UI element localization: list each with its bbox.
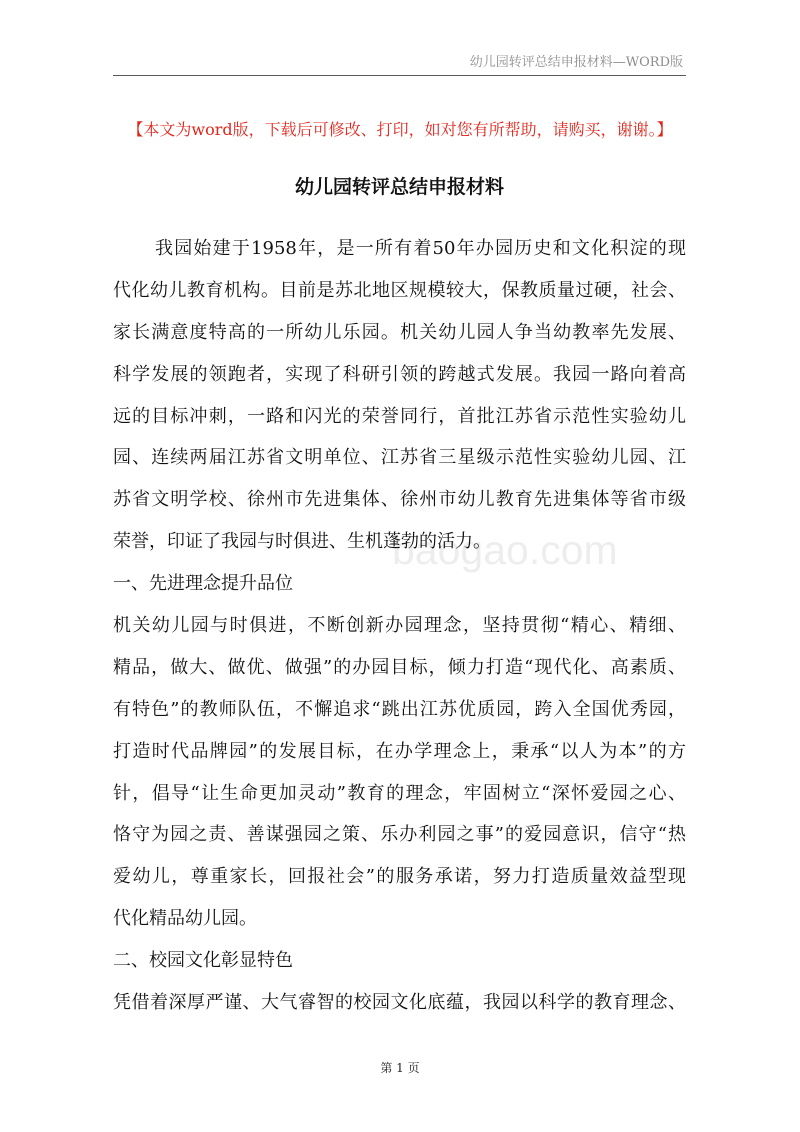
text-line: 远的目标冲刺，一路和闪光的荣誉同行，首批江苏省示范性实验幼儿 — [113, 405, 686, 427]
text-line: 苏省文明学校、徐州市先进集体、徐州市幼儿教育先进集体等省市级 — [113, 489, 686, 511]
running-header: 幼儿园转评总结申报材料—WORD版 — [469, 55, 683, 70]
paragraph-1 — [113, 228, 686, 563]
page-number: 第 1 页 — [380, 1061, 420, 1075]
text-line: 我园始建于1958年，是一所有着50年办园历史和文化积淀的现 — [155, 238, 686, 259]
text-line: 精品，做大、做优、做强”的办园目标，倾力打造“现代化、高素质、 — [113, 656, 686, 678]
text-line: 有特色”的教师队伍，不懈追求“跳出江苏优质园，跨入全国优秀园， — [113, 698, 686, 720]
text-line: 机关幼儿园与时俱进，不断创新办园理念，坚持贯彻“精心、精细、 — [113, 615, 686, 637]
text-line: 爱幼儿，尊重家长，回报社会”的服务承诺，努力打造质量效益型现 — [113, 866, 686, 888]
text-line: 科学发展的领跑者，实现了科研引领的跨越式发展。我园一路向着高 — [113, 363, 686, 385]
section-heading-1: 一、先进理念提升品位 — [113, 573, 293, 595]
text-line: 家长满意度特高的一所幼儿乐园。机关幼儿园人争当幼教率先发展、 — [113, 321, 686, 343]
text-line: 针，倡导“让生命更加灵动”教育的理念，牢固树立“深怀爱园之心、 — [113, 782, 686, 804]
document-title: 幼儿园转评总结申报材料 — [294, 176, 504, 198]
paragraph-2 — [113, 605, 686, 940]
text-line: 打造时代品牌园”的发展目标，在办学理念上，秉承“以人为本”的方 — [113, 740, 686, 762]
header-rule — [113, 75, 686, 76]
text-line: 恪守为园之责、善谋强园之策、乐办利园之事”的爱园意识，信守“热 — [113, 824, 686, 846]
purchase-notice: 【本文为word版，下载后可修改、打印，如对您有所帮助，请购买，谢谢。】 — [127, 120, 673, 139]
text-line: 代化精品幼儿园。 — [113, 908, 257, 930]
document-body — [113, 228, 686, 1024]
section-heading-2: 二、校园文化彰显特色 — [113, 950, 293, 972]
watermark: baogao.com — [392, 527, 618, 573]
text-line: 代化幼儿教育机构。目前是苏北地区规模较大，保教质量过硬，社会、 — [113, 279, 686, 301]
text-line: 凭借着深厚严谨、大气睿智的校园文化底蕴，我园以科学的教育理念、 — [113, 992, 686, 1014]
paragraph-3 — [113, 982, 686, 1024]
text-line: 园、连续两届江苏省文明单位、江苏省三星级示范性实验幼儿园、江 — [113, 447, 686, 469]
text-line: 荣誉，印证了我园与时俱进、生机蓬勃的活力。 — [113, 531, 491, 553]
